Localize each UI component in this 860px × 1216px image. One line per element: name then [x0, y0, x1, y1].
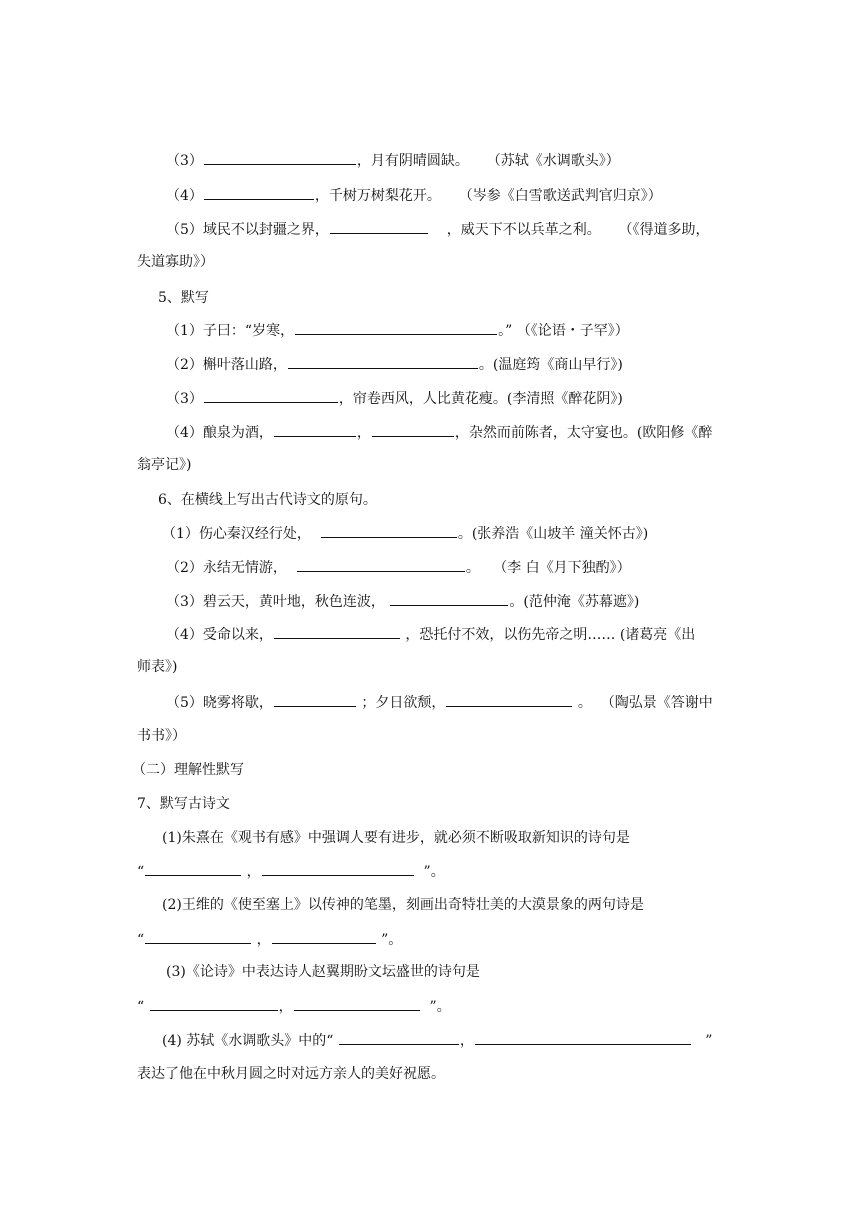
comma: ， — [256, 932, 271, 948]
q6-item-5 — [166, 692, 713, 712]
source-citation: (欧阳修《醉 — [636, 425, 713, 441]
item-4 — [166, 185, 662, 205]
source-citation-continued: 师表》) — [137, 659, 178, 675]
q5-item-4 — [166, 422, 712, 442]
comma: ， — [246, 864, 261, 880]
q7-item-1-answer — [137, 861, 445, 881]
answer-blank[interactable] — [262, 861, 414, 876]
poem-text: 。” — [498, 323, 513, 339]
poem-text: ，杂然而前陈者，太守宴也。 — [454, 425, 637, 441]
poem-text: ；夕日欲颓， — [361, 695, 446, 711]
poem-text: ，千树万树梨花开。 — [314, 188, 441, 204]
answer-blank[interactable] — [288, 354, 478, 369]
answer-blank[interactable] — [274, 692, 356, 707]
poem-text: ， — [356, 425, 371, 441]
answer-blank[interactable] — [297, 557, 465, 572]
source-citation: （《论语・子罕》） — [516, 323, 629, 339]
item-number: （4） — [166, 425, 203, 441]
q7-item-4-prompt-continued: 表达了他在中秋月圆之时对远方亲人的美好祝愿。 — [137, 1066, 445, 1082]
item-number: （3） — [166, 391, 203, 407]
source-citation: (温庭筠《商山早行》) — [492, 357, 623, 373]
question-5-title: 5、默写 — [158, 290, 209, 306]
q7-item-2-answer — [137, 929, 402, 949]
source-citation: (李清照《醉花阴》) — [506, 391, 623, 407]
answer-blank[interactable] — [204, 388, 338, 403]
source-citation: (范仲淹《苏幕遮》) — [523, 594, 640, 610]
answer-blank[interactable] — [294, 996, 420, 1011]
answer-blank[interactable] — [204, 150, 356, 165]
item-number: （5） — [166, 695, 203, 711]
poem-text: 域民不以封疆之界， — [202, 222, 329, 238]
poem-text: 子曰：“岁寒， — [202, 323, 295, 339]
poem-text: 。 — [577, 695, 592, 711]
source-citation: （李 白《月下独酌》） — [493, 560, 631, 576]
close-quote: ”。 — [381, 932, 403, 948]
item-number: （1） — [166, 323, 203, 339]
item-number: （4） — [166, 627, 203, 643]
answer-blank[interactable] — [145, 929, 251, 944]
source-citation: （苏轼《水调歌头》） — [486, 153, 620, 169]
source-citation: (诸葛亮《出 — [619, 627, 696, 643]
q7-item-4-prompt — [162, 1030, 712, 1050]
item-3 — [166, 150, 620, 170]
poem-text: 槲叶落山路， — [202, 357, 287, 373]
poem-text: 酿泉为酒， — [202, 425, 273, 441]
q6-item-2 — [166, 557, 631, 577]
source-citation: （岑参《白雪歌送武判官归京》） — [458, 188, 662, 204]
close-quote: ” — [705, 1033, 713, 1049]
source-citation: （陶弘景《答谢中 — [600, 695, 713, 711]
question-6-title: 6、在横线上写出古代诗文的原句。 — [158, 492, 377, 508]
answer-blank[interactable] — [330, 219, 428, 234]
close-quote: ”。 — [423, 864, 445, 880]
item-number: （3） — [166, 153, 203, 169]
item-number: （2） — [166, 357, 203, 373]
q5-item-1 — [166, 320, 629, 340]
q6-item-4 — [166, 624, 695, 644]
answer-blank[interactable] — [274, 624, 400, 639]
poem-text: 。 — [457, 526, 472, 542]
answer-blank[interactable] — [321, 523, 457, 538]
item-number: （5） — [166, 222, 203, 238]
answer-blank[interactable] — [295, 320, 497, 335]
answer-blank[interactable] — [272, 929, 376, 944]
answer-blank[interactable] — [204, 185, 314, 200]
question-7-title: 7、默写古诗文 — [137, 796, 230, 812]
part-2-title: （二）理解性默写 — [132, 762, 244, 778]
poem-text: (4) 苏轼《水调歌头》中的“ — [162, 1033, 334, 1049]
item-number: （3） — [166, 594, 203, 610]
poem-text: ，帘卷西风，人比黄花瘦。 — [338, 391, 507, 407]
q7-item-3-answer — [137, 996, 451, 1016]
poem-text: ，威天下不以兵革之利。 — [446, 222, 601, 238]
answer-blank[interactable] — [446, 692, 572, 707]
answer-blank[interactable] — [475, 1030, 691, 1045]
q6-item-1 — [162, 523, 648, 543]
poem-text: 。 — [478, 357, 493, 373]
q7-item-3-prompt: (3)《论诗》中表达诗人赵翼期盼文坛盛世的诗句是 — [166, 964, 480, 980]
open-quote: “ — [137, 999, 145, 1015]
item-5 — [166, 219, 710, 239]
poem-text: 伤心秦汉经行处， — [198, 526, 311, 542]
source-citation: （《得道多助， — [618, 222, 710, 238]
poem-text: ，月有阴晴圆缺。 — [356, 153, 469, 169]
answer-blank[interactable] — [339, 1030, 459, 1045]
item-number: （1） — [162, 526, 199, 542]
poem-text: 碧云天，黄叶地，秋色连波， — [202, 594, 385, 610]
open-quote: “ — [137, 864, 145, 880]
poem-text: 。 — [465, 560, 480, 576]
item-number: （2） — [166, 560, 203, 576]
answer-blank[interactable] — [372, 422, 454, 437]
source-citation-continued: 失道寡助》） — [137, 254, 214, 270]
open-quote: “ — [137, 932, 145, 948]
poem-text: 晓雾将歇， — [202, 695, 273, 711]
close-quote: ”。 — [429, 999, 451, 1015]
poem-text: 受命以来， — [202, 627, 273, 643]
comma: ， — [278, 999, 293, 1015]
answer-blank[interactable] — [145, 861, 241, 876]
poem-text: 。 — [509, 594, 524, 610]
q7-item-1-prompt: (1)朱熹在《观书有感》中强调人要有进步，就必须不断吸取新知识的诗句是 — [162, 830, 630, 846]
poem-text: 永结无情游， — [202, 560, 287, 576]
q5-item-2 — [166, 354, 623, 374]
q5-item-3 — [166, 388, 623, 408]
comma: ， — [459, 1033, 474, 1049]
poem-text: ，恐托付不效，以伤先帝之明…… — [405, 627, 616, 643]
answer-blank[interactable] — [150, 996, 278, 1011]
answer-blank[interactable] — [274, 422, 356, 437]
q6-item-3 — [166, 591, 639, 611]
source-citation-continued: 翁亭记》) — [137, 457, 192, 473]
item-number: （4） — [166, 188, 203, 204]
source-citation-continued: 书书》） — [137, 728, 186, 744]
source-citation: (张养浩《山坡羊 潼关怀古》) — [471, 526, 649, 542]
answer-blank[interactable] — [390, 591, 508, 606]
q7-item-2-prompt: (2)王维的《使至塞上》以传神的笔墨，刻画出奇特壮美的大漠景象的两句诗是 — [162, 897, 644, 913]
